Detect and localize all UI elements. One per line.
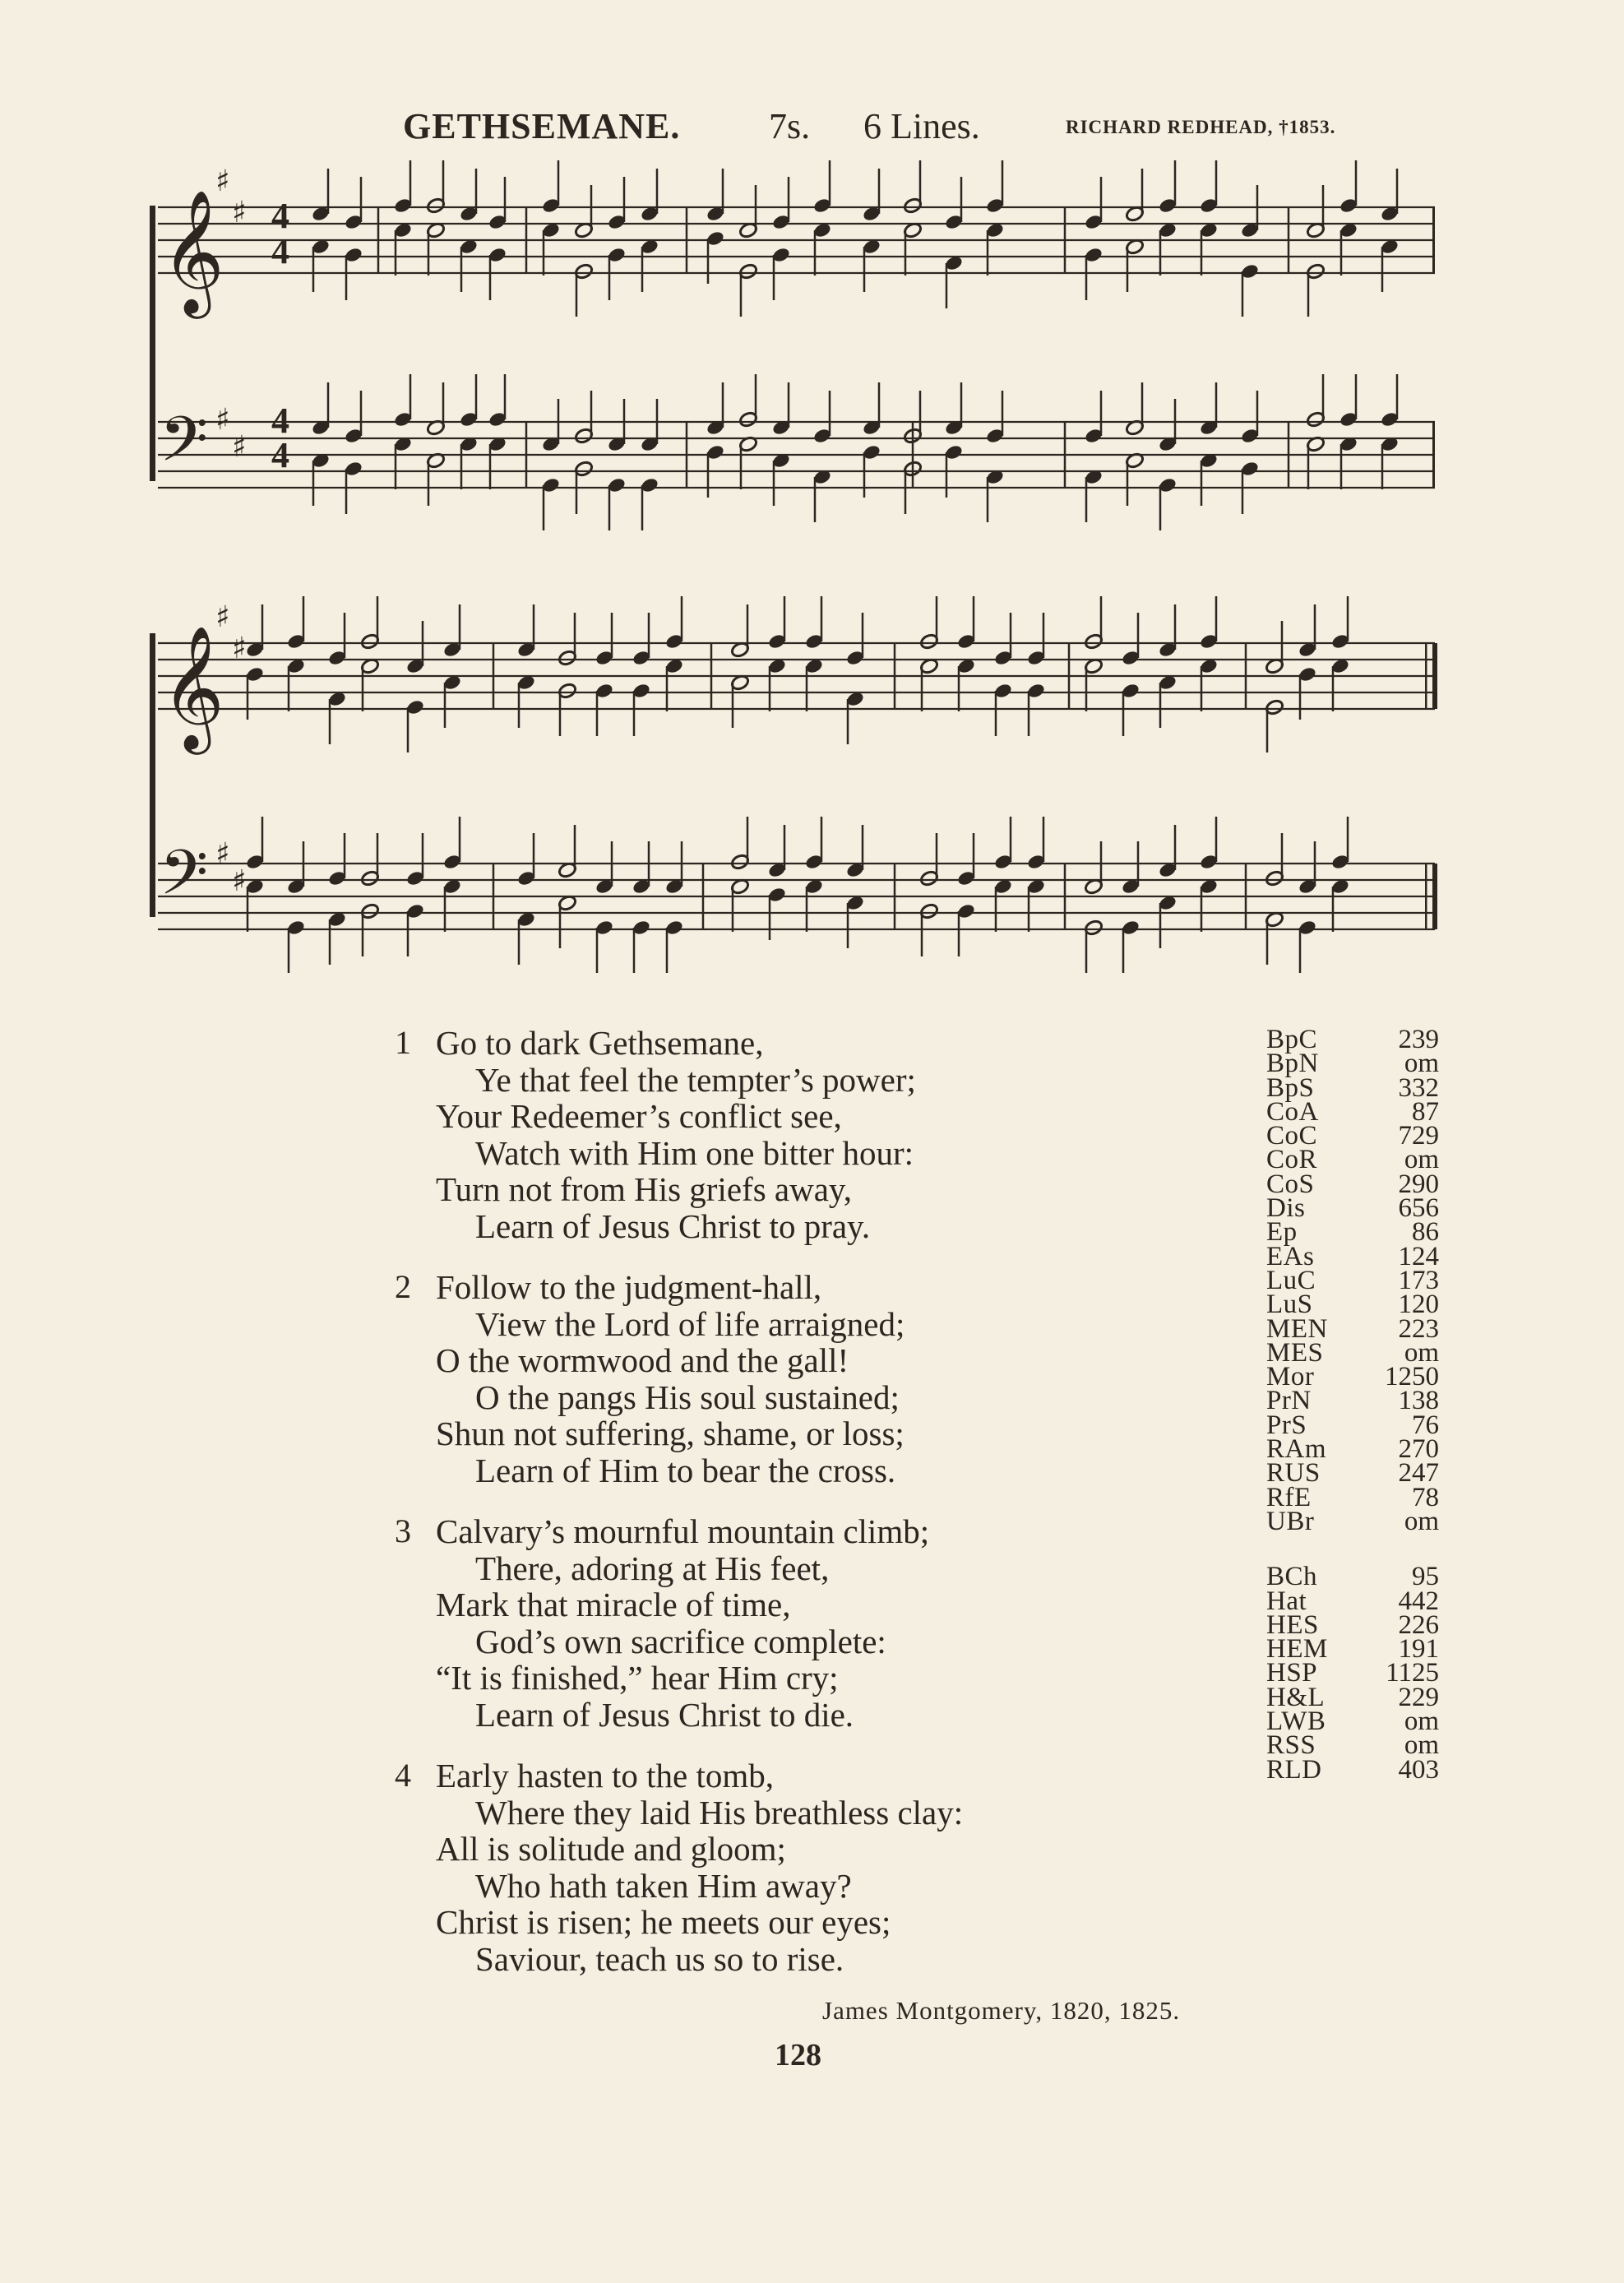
system-brace <box>150 206 155 481</box>
notes-system-1 <box>311 160 1400 530</box>
svg-text:♯: ♯ <box>215 403 230 437</box>
music-system-1 <box>150 160 1435 530</box>
time-signature-bottom: 4 <box>271 231 289 271</box>
reference-row <box>1266 1506 1439 1536</box>
reference-code: HSP <box>1266 1658 1318 1688</box>
verse-line: Watch with Him one bitter hour: <box>475 1133 914 1172</box>
verse-number: 4 <box>395 1757 411 1794</box>
meter-lines: 6 Lines. <box>863 106 980 146</box>
verse-line: 4 Early hasten to the tomb, <box>395 1757 775 1794</box>
reference-number: om <box>1404 1337 1439 1368</box>
verse-line: There, adoring at His feet, <box>475 1549 830 1587</box>
reference-code: Mor <box>1266 1362 1315 1392</box>
svg-text:𝄞: 𝄞 <box>161 624 224 749</box>
meter: 7s. <box>769 106 811 146</box>
reference-code: HEM <box>1266 1634 1328 1665</box>
verse-line: Where they laid His breathless clay: <box>475 1793 964 1831</box>
reference-code: BpC <box>1266 1025 1318 1054</box>
reference-code: RAm <box>1266 1434 1327 1465</box>
reference-code: CoS <box>1266 1169 1315 1199</box>
reference-number: 270 <box>1398 1434 1439 1465</box>
reference-number: om <box>1404 1145 1439 1175</box>
reference-number: 124 <box>1398 1241 1439 1271</box>
reference-number: 229 <box>1398 1682 1439 1712</box>
reference-code: BCh <box>1266 1562 1318 1592</box>
verse-number: 1 <box>395 1024 411 1061</box>
verse-number: 3 <box>395 1512 411 1549</box>
treble-clef-icon <box>161 624 224 755</box>
bass-time-signature-top: 4 <box>271 401 289 441</box>
svg-text:𝄢: 𝄢 <box>160 836 209 924</box>
reference-code: Hat <box>1266 1586 1307 1616</box>
verse-line: Who hath taken Him away? <box>475 1866 852 1905</box>
reference-number: 120 <box>1398 1290 1439 1320</box>
verse-line: Turn not from His griefs away, <box>436 1170 852 1208</box>
reference-code: Dis <box>1266 1193 1306 1224</box>
svg-text:♯: ♯ <box>232 864 247 898</box>
svg-text:♯: ♯ <box>215 600 230 634</box>
reference-code: MEN <box>1266 1313 1328 1344</box>
verse-line: Saviour, teach us so to rise. <box>475 1939 844 1978</box>
reference-group <box>1266 1025 1439 1536</box>
reference-code: RUS <box>1266 1458 1321 1489</box>
page-number: 128 <box>775 2038 821 2072</box>
verse-line: Your Redeemer’s conflict see, <box>436 1097 842 1135</box>
reference-number: 138 <box>1398 1386 1439 1416</box>
bass-clef-icon <box>160 836 208 924</box>
reference-number: om <box>1404 1506 1439 1536</box>
hymn-verses <box>395 1025 1250 2002</box>
verse-line: God’s own sacrifice complete: <box>475 1622 886 1660</box>
reference-number: 86 <box>1412 1217 1439 1248</box>
reference-number: om <box>1404 1730 1439 1761</box>
bass-staff <box>158 864 1437 929</box>
reference-row <box>1266 1754 1439 1785</box>
verse-line: Learn of Him to bear the cross. <box>475 1451 896 1489</box>
reference-code: UBr <box>1266 1506 1315 1536</box>
reference-code: RLD <box>1266 1754 1322 1785</box>
reference-number: om <box>1404 1049 1439 1079</box>
reference-code: CoA <box>1266 1096 1319 1127</box>
verse-3 <box>395 1513 1250 1733</box>
reference-code: LWB <box>1266 1706 1326 1737</box>
reference-code: BpN <box>1266 1049 1319 1079</box>
reference-group <box>1266 1562 1439 1785</box>
reference-code: CoR <box>1266 1145 1318 1175</box>
verse-line: O the wormwood and the gall! <box>436 1341 849 1379</box>
hymnal-references <box>1266 1025 1439 1813</box>
treble-staff <box>158 207 1435 273</box>
reference-number: 1250 <box>1385 1362 1439 1392</box>
reference-number: 191 <box>1398 1634 1439 1665</box>
svg-text:♯: ♯ <box>232 430 247 464</box>
text-attribution: James Montgomery, 1820, 1825. <box>822 1996 1181 2025</box>
verse-line: Mark that miracle of time, <box>436 1586 791 1623</box>
svg-text:𝄢: 𝄢 <box>160 403 209 491</box>
reference-number: 332 <box>1398 1072 1439 1103</box>
verse-line: Learn of Jesus Christ to die. <box>475 1695 854 1734</box>
music-system-2 <box>150 596 1437 973</box>
verse-line: Learn of Jesus Christ to pray. <box>475 1206 871 1245</box>
reference-number: 223 <box>1398 1313 1439 1344</box>
reference-code: CoC <box>1266 1121 1318 1151</box>
verse-line: 1 Go to dark Gethsemane, <box>395 1024 764 1062</box>
time-signature-top: 4 <box>271 196 289 236</box>
reference-number: 1125 <box>1386 1658 1439 1688</box>
system-brace <box>150 633 155 917</box>
reference-code: Ep <box>1266 1217 1298 1248</box>
verse-line: All is solitude and gloom; <box>436 1830 786 1868</box>
reference-code: PrS <box>1266 1410 1307 1440</box>
verse-line: 2 Follow to the judgment-hall, <box>395 1268 822 1306</box>
svg-text:♯: ♯ <box>232 196 247 229</box>
notes-system-2 <box>245 596 1350 973</box>
reference-number: 78 <box>1412 1482 1439 1512</box>
reference-number: 95 <box>1412 1562 1439 1592</box>
reference-number: 87 <box>1412 1096 1439 1127</box>
reference-code: RfE <box>1266 1482 1312 1512</box>
reference-code: PrN <box>1266 1386 1312 1416</box>
verse-line: 3 Calvary’s mournful mountain climb; <box>395 1512 930 1550</box>
bass-time-signature-bottom: 4 <box>271 435 289 475</box>
reference-number: 226 <box>1398 1609 1439 1640</box>
tune-name: GETHSEMANE. <box>403 106 681 146</box>
svg-text:♯: ♯ <box>232 632 247 665</box>
verse-line: Christ is risen; he meets our eyes; <box>436 1903 891 1941</box>
svg-text:♯: ♯ <box>215 164 230 198</box>
svg-text:♯: ♯ <box>215 837 230 871</box>
reference-number: 729 <box>1398 1121 1439 1151</box>
verse-line: O the pangs His soul sustained; <box>475 1378 900 1416</box>
reference-number: 403 <box>1398 1754 1439 1785</box>
reference-number: 247 <box>1398 1458 1439 1489</box>
reference-code: HES <box>1266 1609 1319 1640</box>
reference-number: 656 <box>1398 1193 1439 1224</box>
reference-number: 442 <box>1398 1586 1439 1616</box>
verse-line: Ye that feel the tempter’s power; <box>475 1060 916 1099</box>
treble-staff <box>158 643 1437 709</box>
music-score <box>0 0 1624 987</box>
bass-clef-icon <box>160 403 208 491</box>
treble-clef-icon <box>161 188 224 319</box>
composer: RICHARD REDHEAD, †1853. <box>1066 117 1336 137</box>
reference-code: H&L <box>1266 1682 1326 1712</box>
svg-text:𝄞: 𝄞 <box>161 188 224 313</box>
reference-code: EAs <box>1266 1241 1315 1271</box>
reference-code: BpS <box>1266 1072 1315 1103</box>
reference-number: 173 <box>1398 1265 1439 1295</box>
reference-number: 290 <box>1398 1169 1439 1199</box>
verse-4 <box>395 1757 1250 1977</box>
verse-line: Shun not suffering, shame, or loss; <box>436 1415 905 1452</box>
reference-code: MES <box>1266 1337 1324 1368</box>
reference-number: 76 <box>1412 1410 1439 1440</box>
verse-number: 2 <box>395 1268 411 1305</box>
verse-line: View the Lord of life arraigned; <box>475 1304 905 1343</box>
verse-2 <box>395 1269 1250 1489</box>
verse-1 <box>395 1025 1250 1244</box>
reference-code: LuC <box>1266 1265 1316 1295</box>
reference-code: LuS <box>1266 1290 1313 1320</box>
reference-code: RSS <box>1266 1730 1316 1761</box>
verse-line: “It is finished,” hear Him cry; <box>436 1659 839 1697</box>
reference-number: om <box>1404 1706 1439 1737</box>
reference-number: 239 <box>1398 1025 1439 1054</box>
